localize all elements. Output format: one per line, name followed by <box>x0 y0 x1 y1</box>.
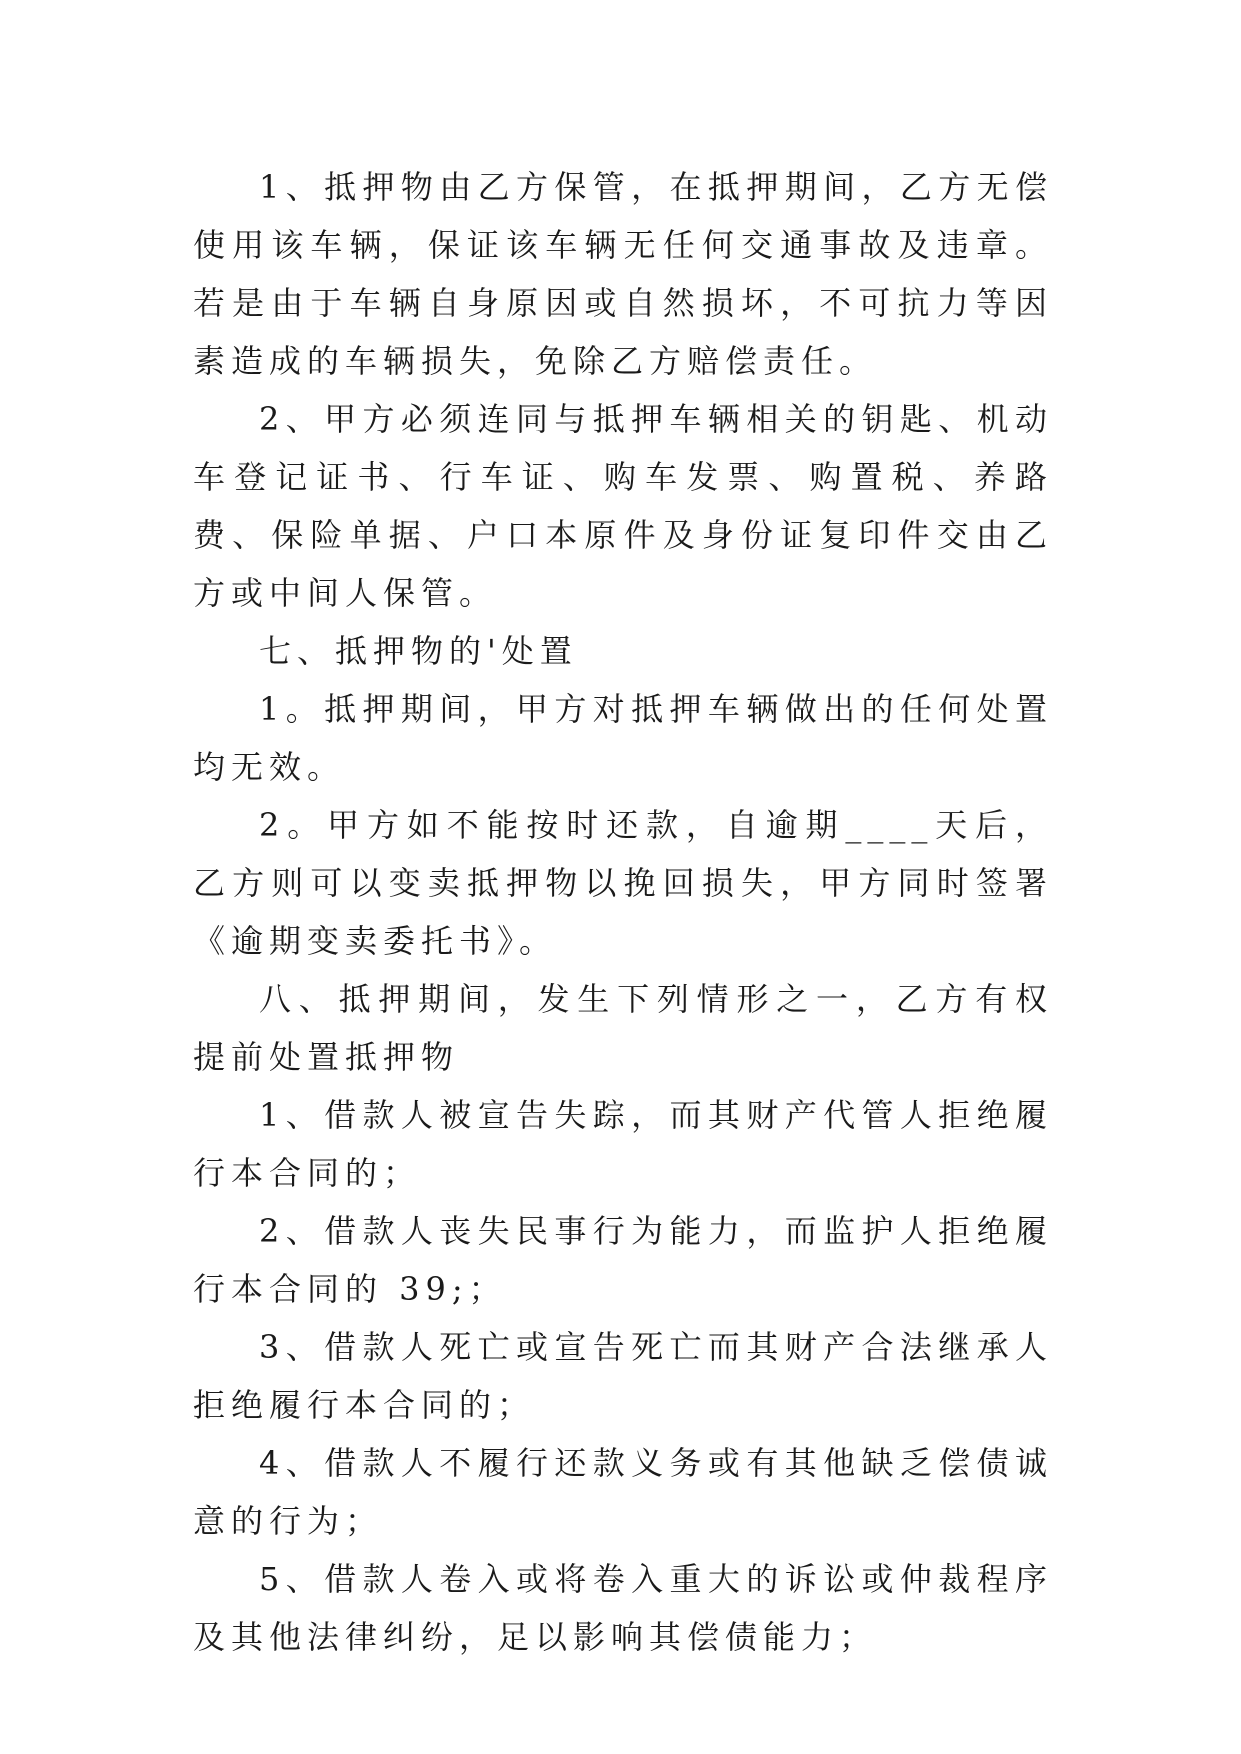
paragraph-incapacity: 2、借款人丧失民事行为能力，而监护人拒绝履行本合同的 39;； <box>193 1212 1053 1308</box>
section-heading-disposal: 七、抵押物的'处置 <box>259 632 578 670</box>
paragraph-documents-handover: 2、甲方必须连同与抵押车辆相关的钥匙、机动车登记证书、行车证、购车发票、购置税、养路费、保险单据、户口本原件及身份证复印件交由乙方或中间人保管。 <box>193 400 1053 612</box>
paragraph-litigation: 5、借款人卷入或将卷入重大的诉讼或仲裁程序及其他法律纠纷，足以影响其偿债能力； <box>193 1560 1053 1656</box>
section-heading-early-disposal: 八、抵押期间，发生下列情形之一，乙方有权提前处置抵押物 <box>193 980 1053 1076</box>
paragraph-custody: 1、抵押物由乙方保管，在抵押期间，乙方无偿使用该车辆，保证该车辆无任何交通事故及违章。若是由于车辆自身原因或自然损坏，不可抗力等因素造成的车辆损失，免除乙方赔偿责任。 <box>193 168 1053 380</box>
paragraph-missing-borrower: 1、借款人被宣告失踪，而其财产代管人拒绝履行本合同的； <box>193 1096 1053 1192</box>
paragraph-overdue-sale: 2。甲方如不能按时还款，自逾期____天后，乙方则可以变卖抵押物以挽回损失，甲方同时签署《逾期变卖委托书》。 <box>193 806 1053 960</box>
document-body <box>193 158 1053 1666</box>
paragraph-nonpayment: 4、借款人不履行还款义务或有其他缺乏偿债诚意的行为； <box>193 1444 1053 1540</box>
paragraph-disposal-invalid: 1。抵押期间，甲方对抵押车辆做出的任何处置均无效。 <box>193 690 1053 786</box>
paragraph-death: 3、借款人死亡或宣告死亡而其财产合法继承人拒绝履行本合同的； <box>193 1328 1053 1424</box>
